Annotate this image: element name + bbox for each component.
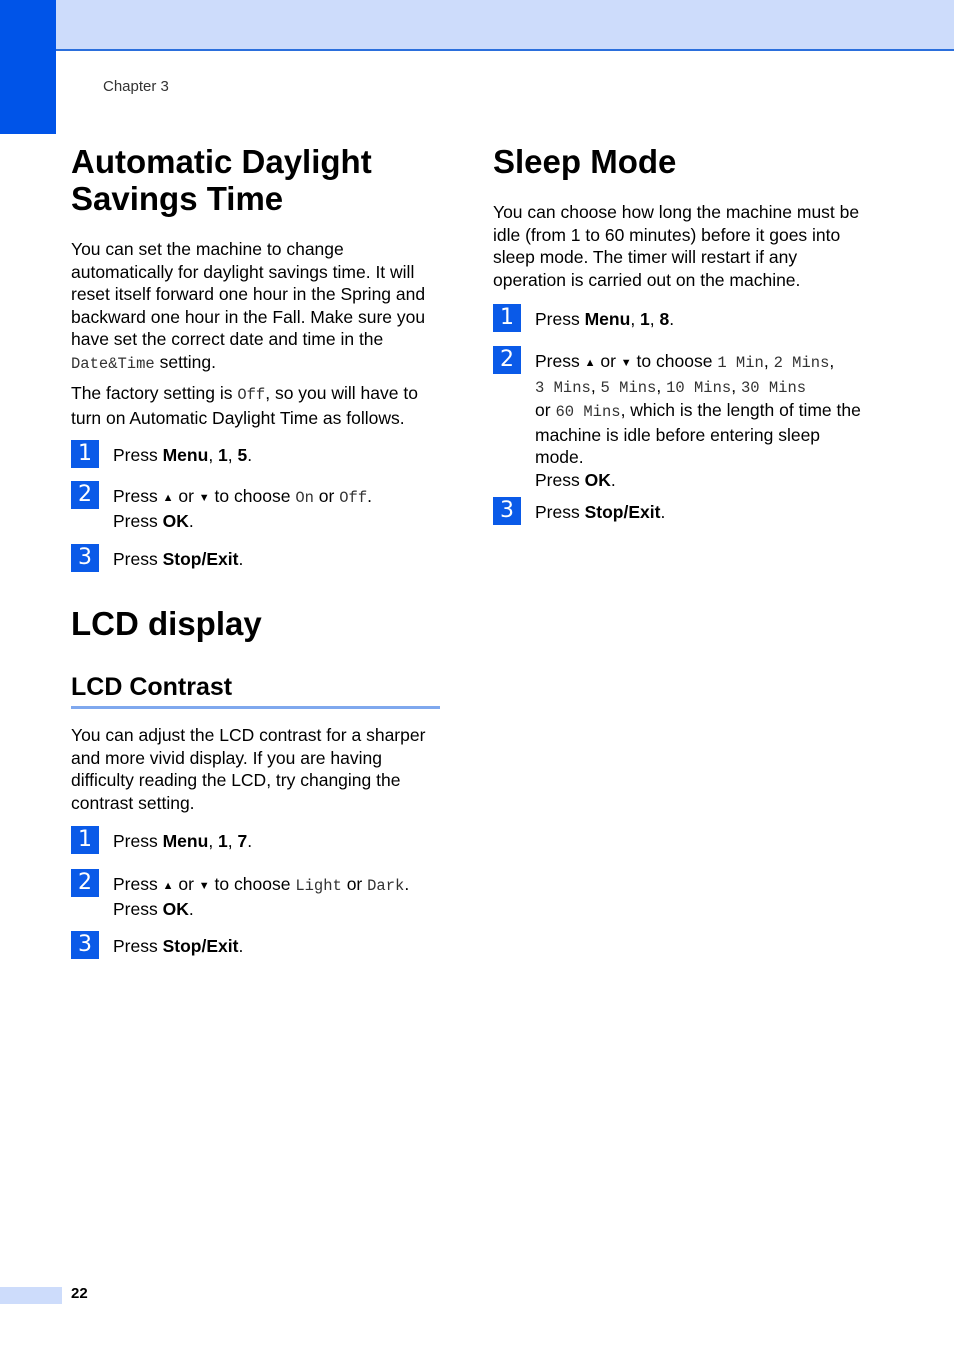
option-code: Off <box>339 489 368 507</box>
option-code: 5 Mins <box>600 378 657 397</box>
text-run: , <box>227 831 238 851</box>
key-stop-exit: Stop/Exit <box>162 936 239 956</box>
text-run: to choose <box>209 486 296 506</box>
section-title-sleep-mode: Sleep Mode <box>493 143 677 180</box>
key-stop-exit: Stop/Exit <box>162 549 239 569</box>
text-run: . <box>238 936 244 956</box>
up-arrow-icon: ▲ <box>162 492 174 504</box>
text-run: or <box>535 400 556 420</box>
step-text <box>113 935 443 958</box>
step-number-icon: 3 <box>71 931 99 959</box>
section-title-lcd: LCD display <box>71 605 262 642</box>
text-run: . <box>610 469 616 490</box>
key-1: 1 <box>218 831 228 851</box>
key-ok: OK <box>162 898 189 919</box>
text-run: Press <box>113 549 163 569</box>
key-menu: Menu <box>162 445 209 465</box>
text-run: Press <box>535 469 585 490</box>
key-menu: Menu <box>584 309 631 329</box>
step-number-icon: 3 <box>71 544 99 572</box>
title-line-2: Savings Time <box>71 180 284 217</box>
option-code: Dark <box>367 877 405 895</box>
text-run: . <box>660 502 666 522</box>
key-1: 1 <box>218 445 228 465</box>
option-code: 10 Mins <box>666 378 732 397</box>
text-run: Press <box>113 486 163 506</box>
text-run: . <box>238 549 244 569</box>
step-text <box>113 444 443 467</box>
text-run: Press <box>113 898 163 919</box>
text-run: Press <box>113 874 163 894</box>
key-menu: Menu <box>162 831 209 851</box>
text-run: or <box>341 874 368 894</box>
key-ok: OK <box>162 510 189 531</box>
text-run: setting. <box>154 351 217 372</box>
subsection-title-lcd-contrast: LCD Contrast <box>71 673 233 701</box>
step-text: Press ▲ or ▼ to choose 1 Min, 2 Mins, 3 Mins, 5 Mins, 10 Mins, 30 Mins or 60 Mins, which is the length of time the machine is idle before entering sleep mode. Press OK. <box>535 351 861 490</box>
step-text <box>113 873 443 920</box>
key-2: 5 <box>237 445 248 465</box>
lcd-description: You can adjust the LCD contrast for a sharper and more vivid display. If you are having difficulty reading the LCD, try changing the contrast setting. <box>71 725 426 813</box>
text-run: Press <box>113 936 163 956</box>
step-text <box>113 830 443 853</box>
title-line-1: Automatic Daylight <box>71 143 372 180</box>
up-arrow-icon: ▲ <box>584 357 596 369</box>
text-run: , <box>208 445 219 465</box>
text-run: or <box>595 351 621 371</box>
step-number-icon: 2 <box>493 346 521 374</box>
text-run: , <box>208 831 219 851</box>
text-run: . <box>188 898 194 919</box>
text-run: . <box>247 445 253 465</box>
key-stop-exit: Stop/Exit <box>584 502 661 522</box>
step-number-icon: 2 <box>71 869 99 897</box>
step-text <box>535 501 865 524</box>
subsection-divider <box>71 706 440 709</box>
daylight-description <box>71 238 443 375</box>
step-text <box>535 308 865 331</box>
footer-band <box>0 1287 62 1304</box>
text-run: , <box>649 309 660 329</box>
page-number: 22 <box>71 1285 88 1302</box>
text-run: . <box>188 510 194 531</box>
key-1: 1 <box>640 309 650 329</box>
text-run: Press <box>535 309 585 329</box>
text-run: or <box>173 486 199 506</box>
option-code: 3 Mins <box>535 378 591 397</box>
text-run: , so you will have to turn on Automatic Daylight Time as follows. <box>71 383 418 428</box>
step-number-icon: 3 <box>493 497 521 525</box>
option-code: Light <box>295 877 342 895</box>
text-run: . <box>669 309 675 329</box>
down-arrow-icon: ▼ <box>620 357 632 369</box>
header-band <box>0 0 954 51</box>
down-arrow-icon: ▼ <box>198 492 210 504</box>
text-run: or <box>173 874 199 894</box>
text-run: The factory setting is <box>71 383 238 403</box>
text-run: , which is the length of time the machine is idle before entering sleep mode. <box>535 400 861 467</box>
option-code: 2 Mins <box>773 354 830 372</box>
key-2: 7 <box>237 831 248 851</box>
text-run: to choose <box>631 351 718 371</box>
down-arrow-icon: ▼ <box>198 880 210 892</box>
text-run: Press <box>113 831 163 851</box>
text-run: . <box>367 486 372 506</box>
step-number-icon: 2 <box>71 481 99 509</box>
option-code: 60 Mins <box>555 403 621 421</box>
step-text <box>113 485 443 532</box>
text-run: You can set the machine to change automatically for daylight savings time. It will reset itself forward one hour in the Spring and backward one hour in the Fall. Make sure you have set the correct date and time in the <box>71 239 426 349</box>
text-run: Press <box>535 502 585 522</box>
chapter-label: Chapter 3 <box>103 78 169 95</box>
step-text <box>113 548 443 571</box>
key-2: 8 <box>659 309 670 329</box>
step-number-icon: 1 <box>493 304 521 332</box>
factory-setting-note <box>71 382 443 429</box>
text-run: Press <box>113 445 163 465</box>
text-run: or <box>313 486 340 506</box>
text-run: Press <box>113 510 163 531</box>
option-code: 30 Mins <box>740 378 807 397</box>
menu-code: Off <box>237 386 266 404</box>
step-number-icon: 1 <box>71 440 99 468</box>
text-run: to choose <box>209 874 296 894</box>
text-run: , <box>630 309 641 329</box>
up-arrow-icon: ▲ <box>162 880 174 892</box>
text-run: , <box>227 445 238 465</box>
sleep-description: You can choose how long the machine must be idle (from 1 to 60 minutes) before it goes into sleep mode. The timer will restart if any operation is carried out on the machine. <box>493 202 860 290</box>
chapter-tab <box>0 0 56 134</box>
option-code: On <box>295 489 314 507</box>
text-run: Press <box>535 351 585 371</box>
step-number-icon: 1 <box>71 826 99 854</box>
option-code: 1 Min <box>717 354 764 372</box>
key-ok: OK <box>584 469 611 490</box>
section-title-daylight <box>71 143 372 217</box>
menu-code: Date&Time <box>71 354 155 373</box>
text-run: . <box>247 831 253 851</box>
text-run: . <box>404 874 410 894</box>
